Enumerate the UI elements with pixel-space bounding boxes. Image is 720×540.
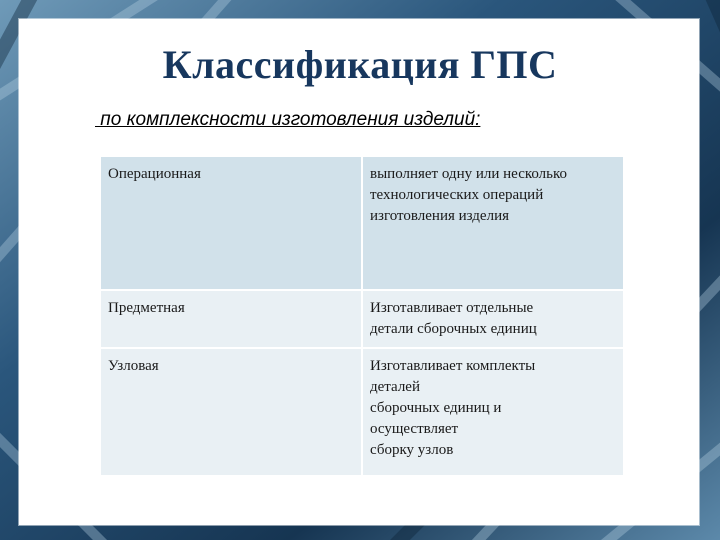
row-description-cell xyxy=(361,291,623,347)
table-row xyxy=(101,289,623,347)
table-row xyxy=(101,347,623,475)
slide-subtitle: по комплексности изготовления изделий: xyxy=(95,109,481,130)
description-line: деталей xyxy=(370,379,420,395)
description-line: выполняет одну или несколько xyxy=(370,166,568,182)
row-type-cell xyxy=(101,349,361,475)
description-line: Изготавливает отдельные xyxy=(370,300,534,316)
description-line: сборочных единиц и xyxy=(370,400,502,416)
description-line: осуществляет xyxy=(370,421,459,437)
description-line: сборку узлов xyxy=(370,442,454,458)
description-line: детали сборочных единиц xyxy=(370,321,537,337)
description-line: технологических операций xyxy=(370,187,544,203)
row-description-cell xyxy=(361,157,623,289)
row-type-label: Предметная xyxy=(108,300,185,316)
classification-table xyxy=(101,157,623,475)
row-type-cell xyxy=(101,291,361,347)
row-type-label: Операционная xyxy=(108,166,201,182)
table-row xyxy=(101,157,623,289)
description-line: Изготавливает комплекты xyxy=(370,358,536,374)
row-type-label: Узловая xyxy=(108,358,159,374)
row-description-cell xyxy=(361,349,623,475)
description-line: изготовления изделия xyxy=(370,208,510,224)
slide-title: Классификация ГПС xyxy=(162,42,558,87)
row-type-cell xyxy=(101,157,361,289)
